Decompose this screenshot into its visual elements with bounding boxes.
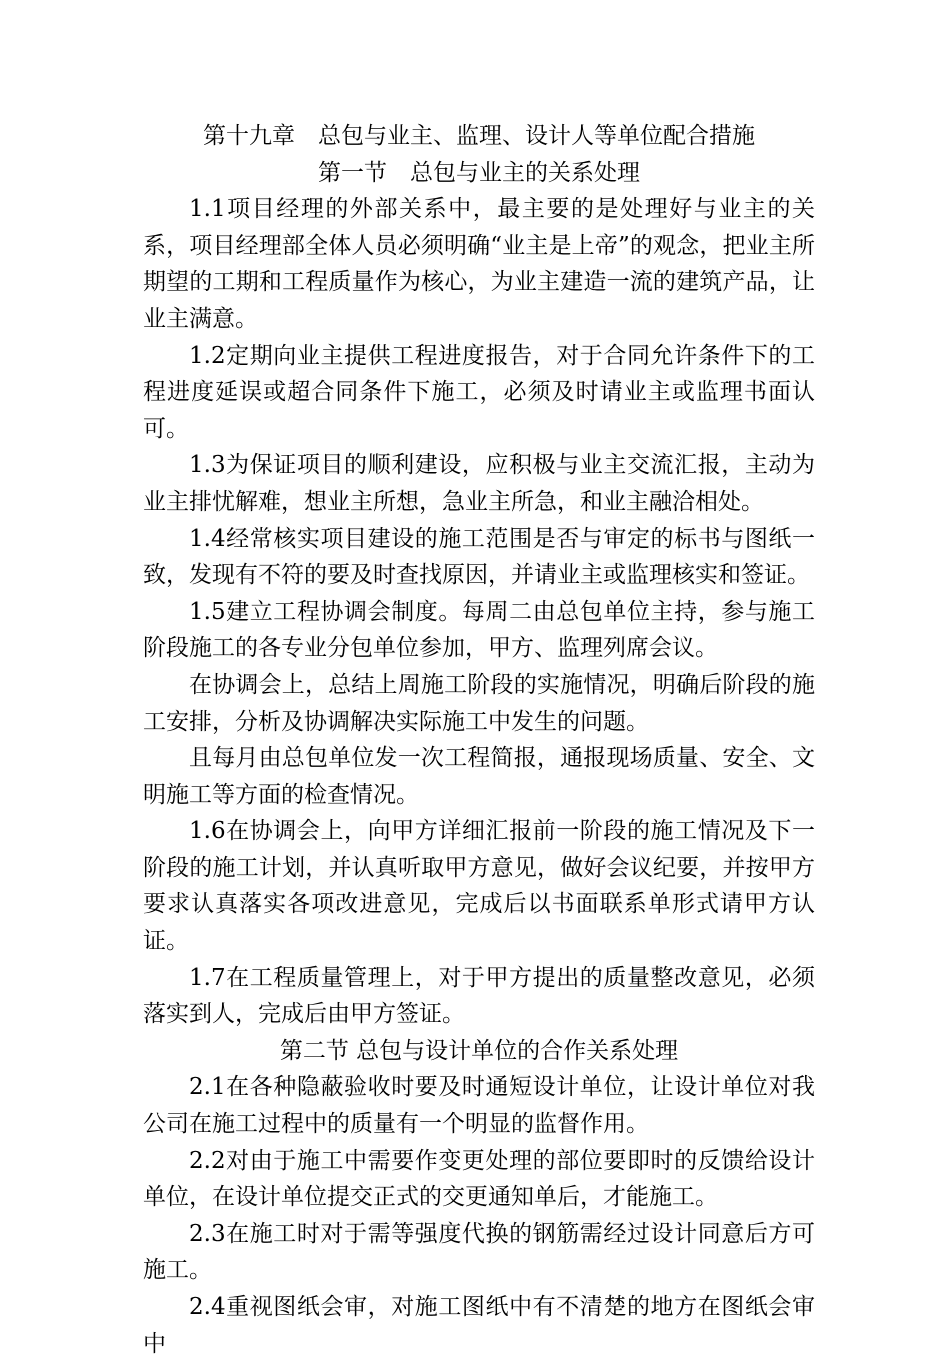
paragraph-2-2: 2.2对由于施工中需要作变更处理的部位要即时的反馈给设计单位，在设计单位提交正式的交更通知单后，才能施工。 xyxy=(143,1147,815,1211)
paragraph-coordination-meeting: 在协调会上，总结上周施工阶段的实施情况，明确后阶段的施工安排，分析及协调解决实际施工中发生的问题。 xyxy=(143,671,815,735)
paragraph-2-4: 2.4重视图纸会审，对施工图纸中有不清楚的地方在图纸会审中 xyxy=(143,1294,815,1357)
chapter-title: 第十九章 总包与业主、监理、设计人等单位配合措施 xyxy=(203,123,755,149)
paragraph-monthly-bulletin: 且每月由总包单位发一次工程简报，通报现场质量、安全、文明施工等方面的检查情况。 xyxy=(143,745,815,808)
paragraph-1-6: 1.6在协调会上，向甲方详细汇报前一阶段的施工情况及下一阶段的施工计划，并认真听取甲方意见，做好会议纪要，并按甲方要求认真落实各项改进意见，完成后以书面联系单形式请甲方认证。 xyxy=(143,818,815,955)
paragraph-1-4: 1.4经常核实项目建设的施工范围是否与审定的标书与图纸一致，发现有不符的要及时查找原因，并请业主或监理核实和签证。 xyxy=(143,525,815,589)
paragraph-1-7: 1.7在工程质量管理上，对于甲方提出的质量整改意见，必须落实到人，完成后由甲方签证。 xyxy=(143,964,815,1028)
document-body xyxy=(143,118,815,1362)
paragraph-2-1: 2.1在各种隐蔽验收时要及时通短设计单位，让设计单位对我公司在施工过程中的质量有一个明显的监督作用。 xyxy=(143,1074,815,1138)
paragraph-1-1: 1.1项目经理的外部关系中，最主要的是处理好与业主的关系，项目经理部全体人员必须明确“业主是上帝”的观念，把业主所期望的工期和工程质量作为核心，为业主建造一流的建筑产品，让业主满意。 xyxy=(143,196,815,332)
paragraph-2-3: 2.3在施工时对于需等强度代换的钢筋需经过设计同意后方可施工。 xyxy=(143,1220,815,1284)
paragraph-1-5: 1.5建立工程协调会制度。每周二由总包单位主持，参与施工阶段施工的各专业分包单位参加，甲方、监理列席会议。 xyxy=(143,598,815,662)
paragraph-1-2: 1.2定期向业主提供工程进度报告，对于合同允许条件下的工程进度延误或超合同条件下施工，必须及时请业主或监理书面认可。 xyxy=(143,342,815,442)
paragraph-1-3: 1.3为保证项目的顺利建设，应积极与业主交流汇报，主动为业主排忧解难，想业主所想，急业主所急，和业主融洽相处。 xyxy=(143,452,815,515)
section-2-title: 第二节 总包与设计单位的合作关系处理 xyxy=(279,1037,679,1064)
section-1-title: 第一节 总包与业主的关系处理 xyxy=(318,159,640,186)
